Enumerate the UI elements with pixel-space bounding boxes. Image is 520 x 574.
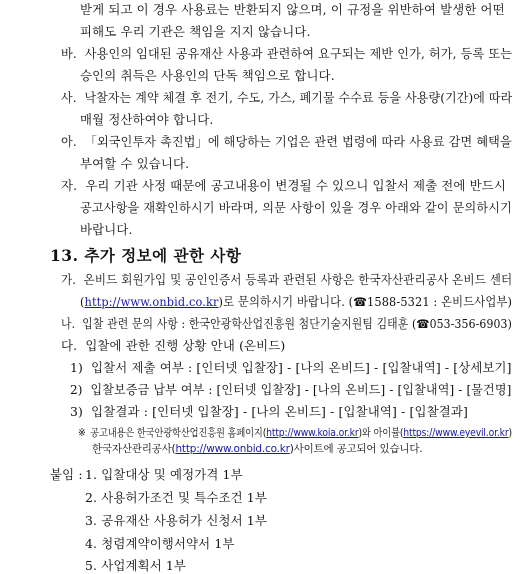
section-title: 13. 추가 정보에 관한 사항 (50, 246, 242, 265)
note-text: )사이트에 공고되어 있습니다. (289, 443, 423, 455)
attachment-item (85, 467, 243, 483)
koia-link[interactable]: http://www.koia.or.kr (266, 427, 359, 439)
item-da (61, 338, 285, 354)
intro-text: 피해도 우리 기관은 책임을 지지 않습니다. (80, 24, 311, 39)
onbid-link[interactable]: http://www.onbid.co.kr (175, 443, 290, 455)
item-ja (61, 178, 506, 194)
notice-line-2 (92, 441, 422, 457)
item-text: 「외국인투자 촉진법」에 해당하는 기업은 관련 법령에 따라 사용료 감면 혜택을 (84, 134, 512, 149)
attachments-label (50, 467, 83, 483)
step-2 (70, 382, 511, 398)
item-text: 낙찰자는 계약 체결 후 전기, 수도, 가스, 폐기물 수수료 등을 사용량(기간)에 따라 (84, 90, 513, 105)
item-ja-cont2 (80, 222, 133, 238)
item-ja-cont (80, 200, 512, 216)
phone-number: 1588-5321 : 온비드사업부) (367, 294, 513, 309)
item-ba-cont (80, 68, 335, 84)
note-text: )와 아이뷸( (358, 427, 404, 439)
attachment-item (85, 558, 186, 574)
attachment-item (85, 513, 267, 529)
item-label: 자. (61, 178, 78, 193)
item-ga-cont (80, 294, 512, 310)
step-text: 입찰서 제출 여부 : [인터넷 입찰장] - [나의 온비드] - [입찰내역] - [상세보기] (91, 360, 512, 375)
section-heading (50, 247, 241, 265)
intro-line-1 (80, 2, 505, 18)
note-text: ) (508, 427, 512, 439)
step-number: 3) (70, 404, 84, 419)
item-sa (61, 90, 512, 106)
step-text: 입찰결과 : [인터넷 입찰장] - [나의 온비드] - [입찰내역] - [입찰결과] (91, 404, 468, 419)
item-text: 입찰 관련 문의 사항 : 한국안광학산업진흥원 첨단기술지원팀 김태훈 ( (82, 316, 417, 331)
attachment-text: 3. 공유재산 사용허가 신청서 1부 (85, 513, 267, 528)
item-label: 가. (61, 272, 77, 287)
item-text: 바랍니다. (80, 222, 133, 237)
intro-text: 받게 되고 이 경우 사용료는 반환되지 않으며, 이 규정을 위반하여 발생한 어떤 (80, 2, 505, 17)
paren-open: ( (80, 294, 85, 309)
item-label: 다. (61, 338, 78, 353)
attachments-label-text: 붙임 : (50, 467, 83, 482)
eyevil-link[interactable]: https://www.eyevil.or.kr (403, 427, 509, 439)
attachment-text: 2. 사용허가조건 및 특수조건 1부 (85, 490, 267, 505)
step-number: 2) (70, 382, 83, 397)
attachment-item (85, 490, 267, 506)
item-label: 사. (61, 90, 77, 105)
item-text: 공고사항을 재확인하시기 바라며, 의문 사항이 있을 경우 아래와 같이 문의하시기 (80, 200, 513, 215)
item-text: 온비드 회원가입 및 공인인증서 등록과 관련된 사항은 한국자산관리공사 온비드 센터 (83, 272, 513, 287)
item-ba (61, 46, 512, 62)
item-label: 나. (61, 316, 76, 331)
item-a-cont (80, 156, 189, 172)
item-na (61, 316, 512, 332)
reference-mark-icon: ※ (78, 427, 86, 439)
item-text: 우리 기관 사정 때문에 공고내용이 변경될 수 있으니 입찰서 제출 전에 반드시 (85, 178, 506, 193)
step-1 (70, 360, 512, 376)
intro-line-2 (80, 24, 311, 40)
item-a (61, 134, 512, 150)
item-text: 입찰에 관한 진행 상황 안내 (온비드) (85, 338, 286, 353)
phone-icon: ☎ (353, 295, 368, 309)
step-number: 1) (70, 360, 84, 375)
attachment-text: 5. 사업계획서 1부 (85, 558, 187, 573)
step-3 (70, 404, 468, 420)
item-text: 부여할 수 있습니다. (80, 156, 190, 171)
note-text: 한국자산관리공사( (92, 443, 176, 455)
attachment-text: 4. 청렴계약이행서약서 1부 (85, 536, 235, 551)
note-text: 공고내용은 한국안광학산업진흥원 홈페이지( (90, 427, 267, 439)
attachment-item (85, 536, 235, 552)
item-label: 바. (61, 46, 77, 61)
item-text: )로 문의하시기 바랍니다. ( (218, 294, 354, 309)
item-ga (61, 272, 512, 288)
phone-icon: ☎ (416, 317, 430, 331)
item-text: 매월 정산하여야 합니다. (80, 112, 214, 127)
item-sa-cont (80, 112, 213, 128)
item-label: 아. (61, 134, 77, 149)
attachment-text: 1. 입찰대상 및 예정가격 1부 (85, 467, 243, 482)
notice-line-1 (78, 425, 512, 441)
item-text: 승인의 취득은 사용인의 단독 책임으로 합니다. (80, 68, 335, 83)
phone-number: 053-356-6903) (429, 316, 512, 331)
step-text: 입찰보증금 납부 여부 : [인터넷 입찰장] - [나의 온비드] - [입찰내역] - [물건명] (90, 382, 512, 397)
onbid-link[interactable]: http://www.onbid.co.kr (84, 294, 219, 309)
item-text: 사용인의 임대된 공유재산 사용과 관련하여 요구되는 제반 인가, 허가, 등록 또는 (84, 46, 513, 61)
